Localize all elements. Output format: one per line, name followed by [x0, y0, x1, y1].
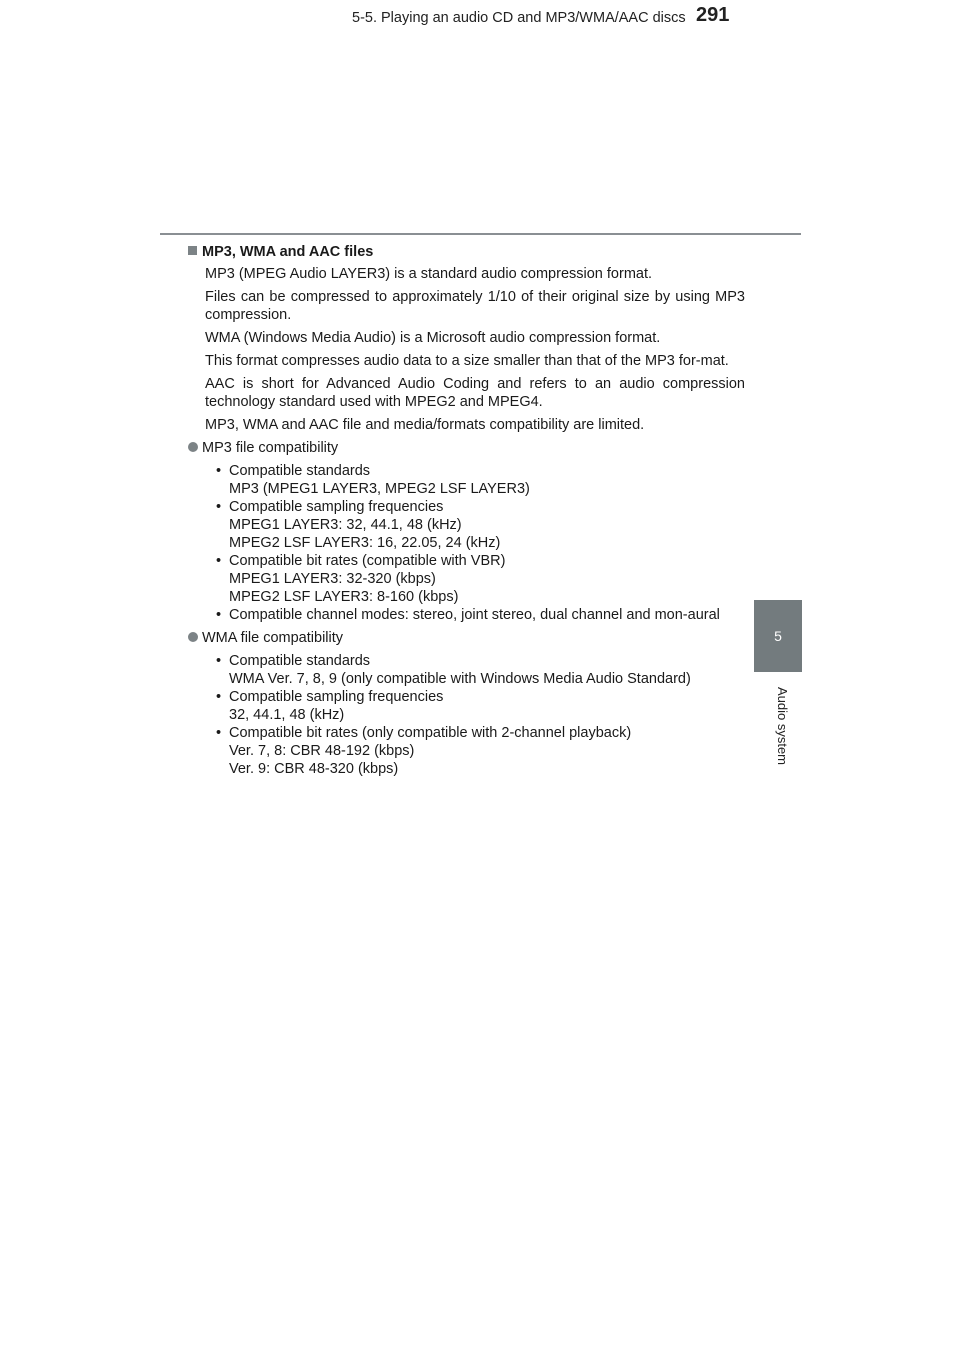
- paragraph: AAC is short for Advanced Audio Coding and refers to an audio compression technology standard used with MPEG2 and MPEG4.: [205, 376, 745, 410]
- square-bullet-icon: [188, 246, 197, 255]
- bullet-dot-icon: •: [216, 653, 222, 669]
- bullet-dot-icon: •: [216, 553, 222, 569]
- chapter-label: Audio system: [775, 686, 790, 766]
- bullet-dot-icon: •: [216, 463, 222, 479]
- list-item: • Compatible channel modes: stereo, joint stereo, dual channel and mon-aural: [216, 607, 720, 623]
- section-heading-text: MP3, WMA and AAC files: [202, 244, 374, 260]
- wma-heading-text: WMA file compatibility: [202, 630, 344, 646]
- page-number: 291: [696, 4, 730, 26]
- header-rule: [160, 233, 801, 235]
- mp3-heading-text: MP3 file compatibility: [202, 440, 339, 456]
- list-item: • Compatible standards WMA Ver. 7, 8, 9 (only compatible with Windows Media Audio Standard): [216, 653, 691, 687]
- bullet-dot-icon: •: [216, 689, 222, 705]
- paragraph: MP3 (MPEG Audio LAYER3) is a standard audio compression format.: [205, 266, 653, 282]
- bullet-dot-icon: •: [216, 499, 222, 515]
- circle-bullet-icon: [188, 632, 198, 642]
- list-item: • Compatible sampling frequencies 32, 44.1, 48 (kHz): [216, 689, 444, 723]
- list-item: • Compatible bit rates (only compatible with 2-channel playback) Ver. 7, 8: CBR 48-192 (kbps) Ver. 9: CBR 48-320 (kbps): [216, 725, 632, 777]
- chapter-tab-divider: [754, 672, 802, 674]
- list-item: • Compatible bit rates (compatible with VBR) MPEG1 LAYER3: 32-320 (kbps) MPEG2 LSF LAYER3: 8-160 (kbps): [216, 553, 506, 605]
- section-heading: [188, 243, 745, 261]
- chapter-number: 5: [774, 628, 782, 644]
- bullet-dot-icon: •: [216, 725, 222, 741]
- main-content: [188, 243, 745, 783]
- paragraph: MP3, WMA and AAC file and media/formats compatibility are limited.: [205, 417, 645, 433]
- wma-compatibility-heading: [188, 629, 745, 647]
- page-header-title: 5-5. Playing an audio CD and MP3/WMA/AAC discs: [352, 10, 686, 26]
- list-item: • Compatible sampling frequencies MPEG1 LAYER3: 32, 44.1, 48 (kHz) MPEG2 LSF LAYER3: 16, 22.05, 24 (kHz): [216, 499, 501, 551]
- paragraph: This format compresses audio data to a size smaller than that of the MP3 for-mat.: [205, 353, 729, 369]
- list-item: • Compatible standards MP3 (MPEG1 LAYER3, MPEG2 LSF LAYER3): [216, 463, 530, 497]
- chapter-tab: [754, 600, 802, 672]
- paragraph: Files can be compressed to approximately 1/10 of their original size by using MP3 compression.: [205, 289, 745, 323]
- circle-bullet-icon: [188, 442, 198, 452]
- mp3-spec-list: [216, 462, 745, 624]
- paragraph: WMA (Windows Media Audio) is a Microsoft audio compression format.: [205, 330, 661, 346]
- bullet-dot-icon: •: [216, 607, 222, 623]
- wma-spec-list: [216, 652, 745, 778]
- mp3-compatibility-heading: [188, 439, 745, 457]
